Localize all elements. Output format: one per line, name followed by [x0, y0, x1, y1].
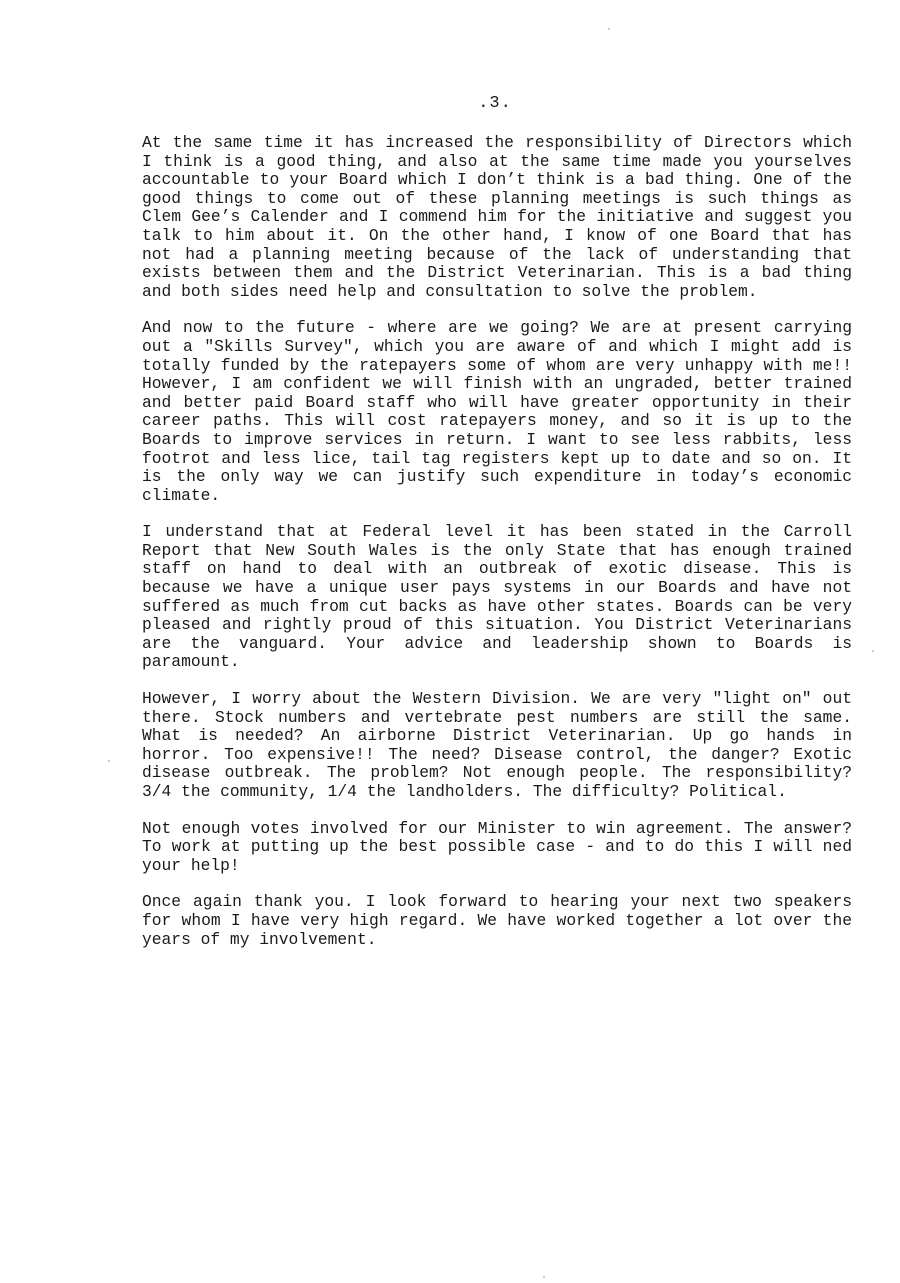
scan-speck — [872, 650, 874, 652]
paragraph-5: Not enough votes involved for our Minister to win agreement. The answer? To work at putting up the best possible case - and to do this I will ned your help! — [142, 818, 852, 875]
page-number: .3. — [478, 94, 512, 113]
scan-speck — [608, 28, 610, 30]
paragraph-1: At the same time it has increased the responsibility of Directors which I think is a good thing, and also at the same time made you yourselves accountable to your Board which I don’t think is a bad thing. One of the good things to come out of these planning meetings is such things as Clem Gee’s Calender and I commend him for the initiative and suggest you talk to him about it. On the other hand, I know of one Board that has not had a planning meeting because of the lack of understanding that exists between them and the District Veterinarian. This is a bad thing and both sides need help and consultation to solve the problem. — [142, 133, 852, 301]
scan-speck — [108, 760, 110, 762]
body-text — [142, 134, 852, 967]
scan-speck — [543, 1276, 545, 1278]
paragraph-4: However, I worry about the Western Division. We are very "light on" out there. Stock numbers and vertebrate pest numbers are still the same. What is needed? An airborne District Veterinarian. Up go hands in horror. Too expensive!! The need? Disease control, the danger? Exotic disease outbreak. The problem? Not enough people. The responsibility? 3/4 the community, 1/4 the landholders. The difficulty? Political. — [142, 689, 852, 801]
paragraph-2: And now to the future - where are we going? We are at present carrying out a "Skills Survey", which you are aware of and which I might add is totally funded by the ratepayers some of whom are very unhappy with me!! However, I am confident we will finish with an ungraded, better trained and better paid Board staff who will have greater opportunity in their career paths. This will cost ratepayers money, and so it is up to the Boards to improve services in return. I want to see less rabbits, less footrot and less lice, tail tag registers kept up to date and so on. It is the only way we can justify such expenditure in today’s economic climate. — [142, 318, 852, 505]
paragraph-6: Once again thank you. I look forward to hearing your next two speakers for whom I have very high regard. We have worked together a lot over the years of my involvement. — [142, 892, 852, 949]
paragraph-3: I understand that at Federal level it has been stated in the Carroll Report that New South Wales is the only State that has enough trained staff on hand to deal with an outbreak of exotic disease. This is because we have a unique user pays systems in our Boards and have not suffered as much from cut backs as have other states. Boards can be very pleased and rightly proud of this situation. You District Veterinarians are the vanguard. Your advice and leadership shown to Boards is paramount. — [142, 522, 852, 672]
